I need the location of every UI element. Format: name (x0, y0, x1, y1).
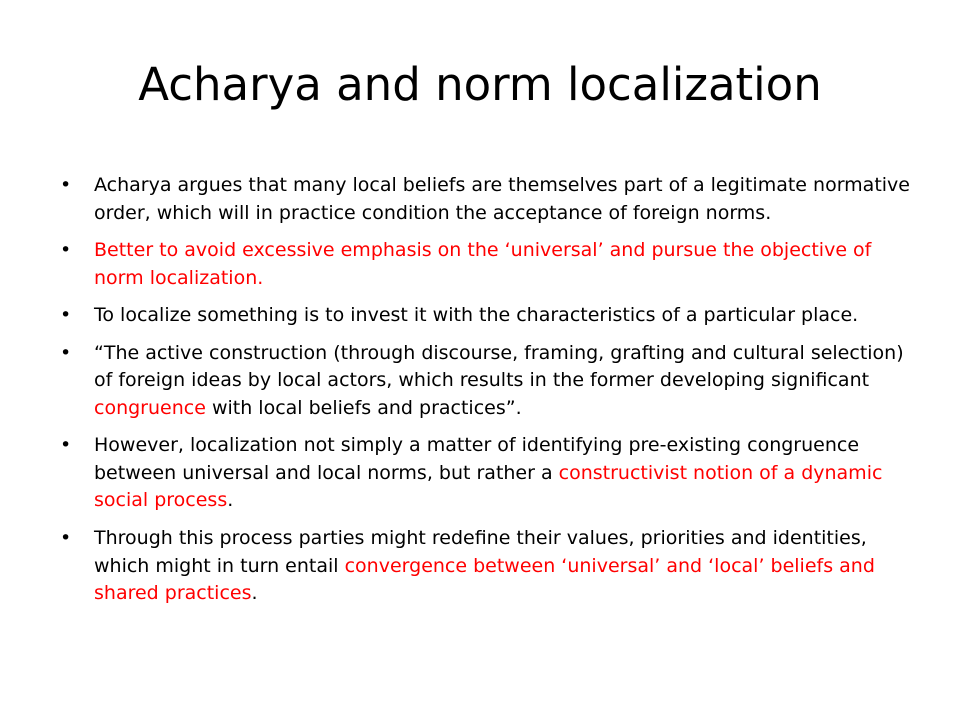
bullet-list (60, 172, 910, 618)
highlighted-text: congruence (94, 396, 206, 419)
bullet-text: with local beliefs and practices”. (205, 396, 522, 419)
bullet-text: Through this process parties might redefine their values, priorities and identities, which might in turn entail (94, 527, 867, 577)
bullet-item (60, 525, 910, 608)
bullet-item (60, 302, 910, 330)
highlighted-text: convergence between ‘universal’ and ‘local’ beliefs and shared practices (94, 554, 875, 605)
bullet-text: Acharya argues that many local beliefs are themselves part of a legitimate normative order, which will in practice condition the acceptance of foreign norms. (94, 174, 910, 224)
bullet-dot-icon: • (60, 341, 72, 364)
bullet-item (60, 172, 910, 227)
bullet-text: . (251, 582, 258, 605)
bullet-item (60, 237, 910, 292)
bullet-text: To localize something is to invest it with the characteristics of a particular place. (94, 304, 859, 327)
bullet-dot-icon: • (60, 527, 72, 550)
highlighted-text: Better to avoid excessive emphasis on the ‘universal’ and pursue the objective of norm localization. (94, 239, 872, 289)
bullet-item (60, 340, 910, 423)
bullet-text: . (227, 489, 234, 512)
bullet-dot-icon: • (60, 174, 72, 196)
bullet-dot-icon: • (60, 434, 72, 457)
bullet-dot-icon: • (60, 239, 72, 262)
bullet-text: “The active construction (through discourse, framing, grafting and cultural selection) of foreign ideas by local actors, which results in the former developing significant (94, 341, 904, 392)
bullet-item (60, 432, 910, 515)
slide-title: Acharya and norm localization (138, 58, 822, 111)
bullet-text: However, localization not simply a matter of identifying pre-existing congruence between universal and local norms, but rather a (94, 434, 860, 484)
highlighted-text: constructivist notion of a dynamic social process (94, 461, 883, 512)
bullet-dot-icon: • (60, 304, 72, 327)
